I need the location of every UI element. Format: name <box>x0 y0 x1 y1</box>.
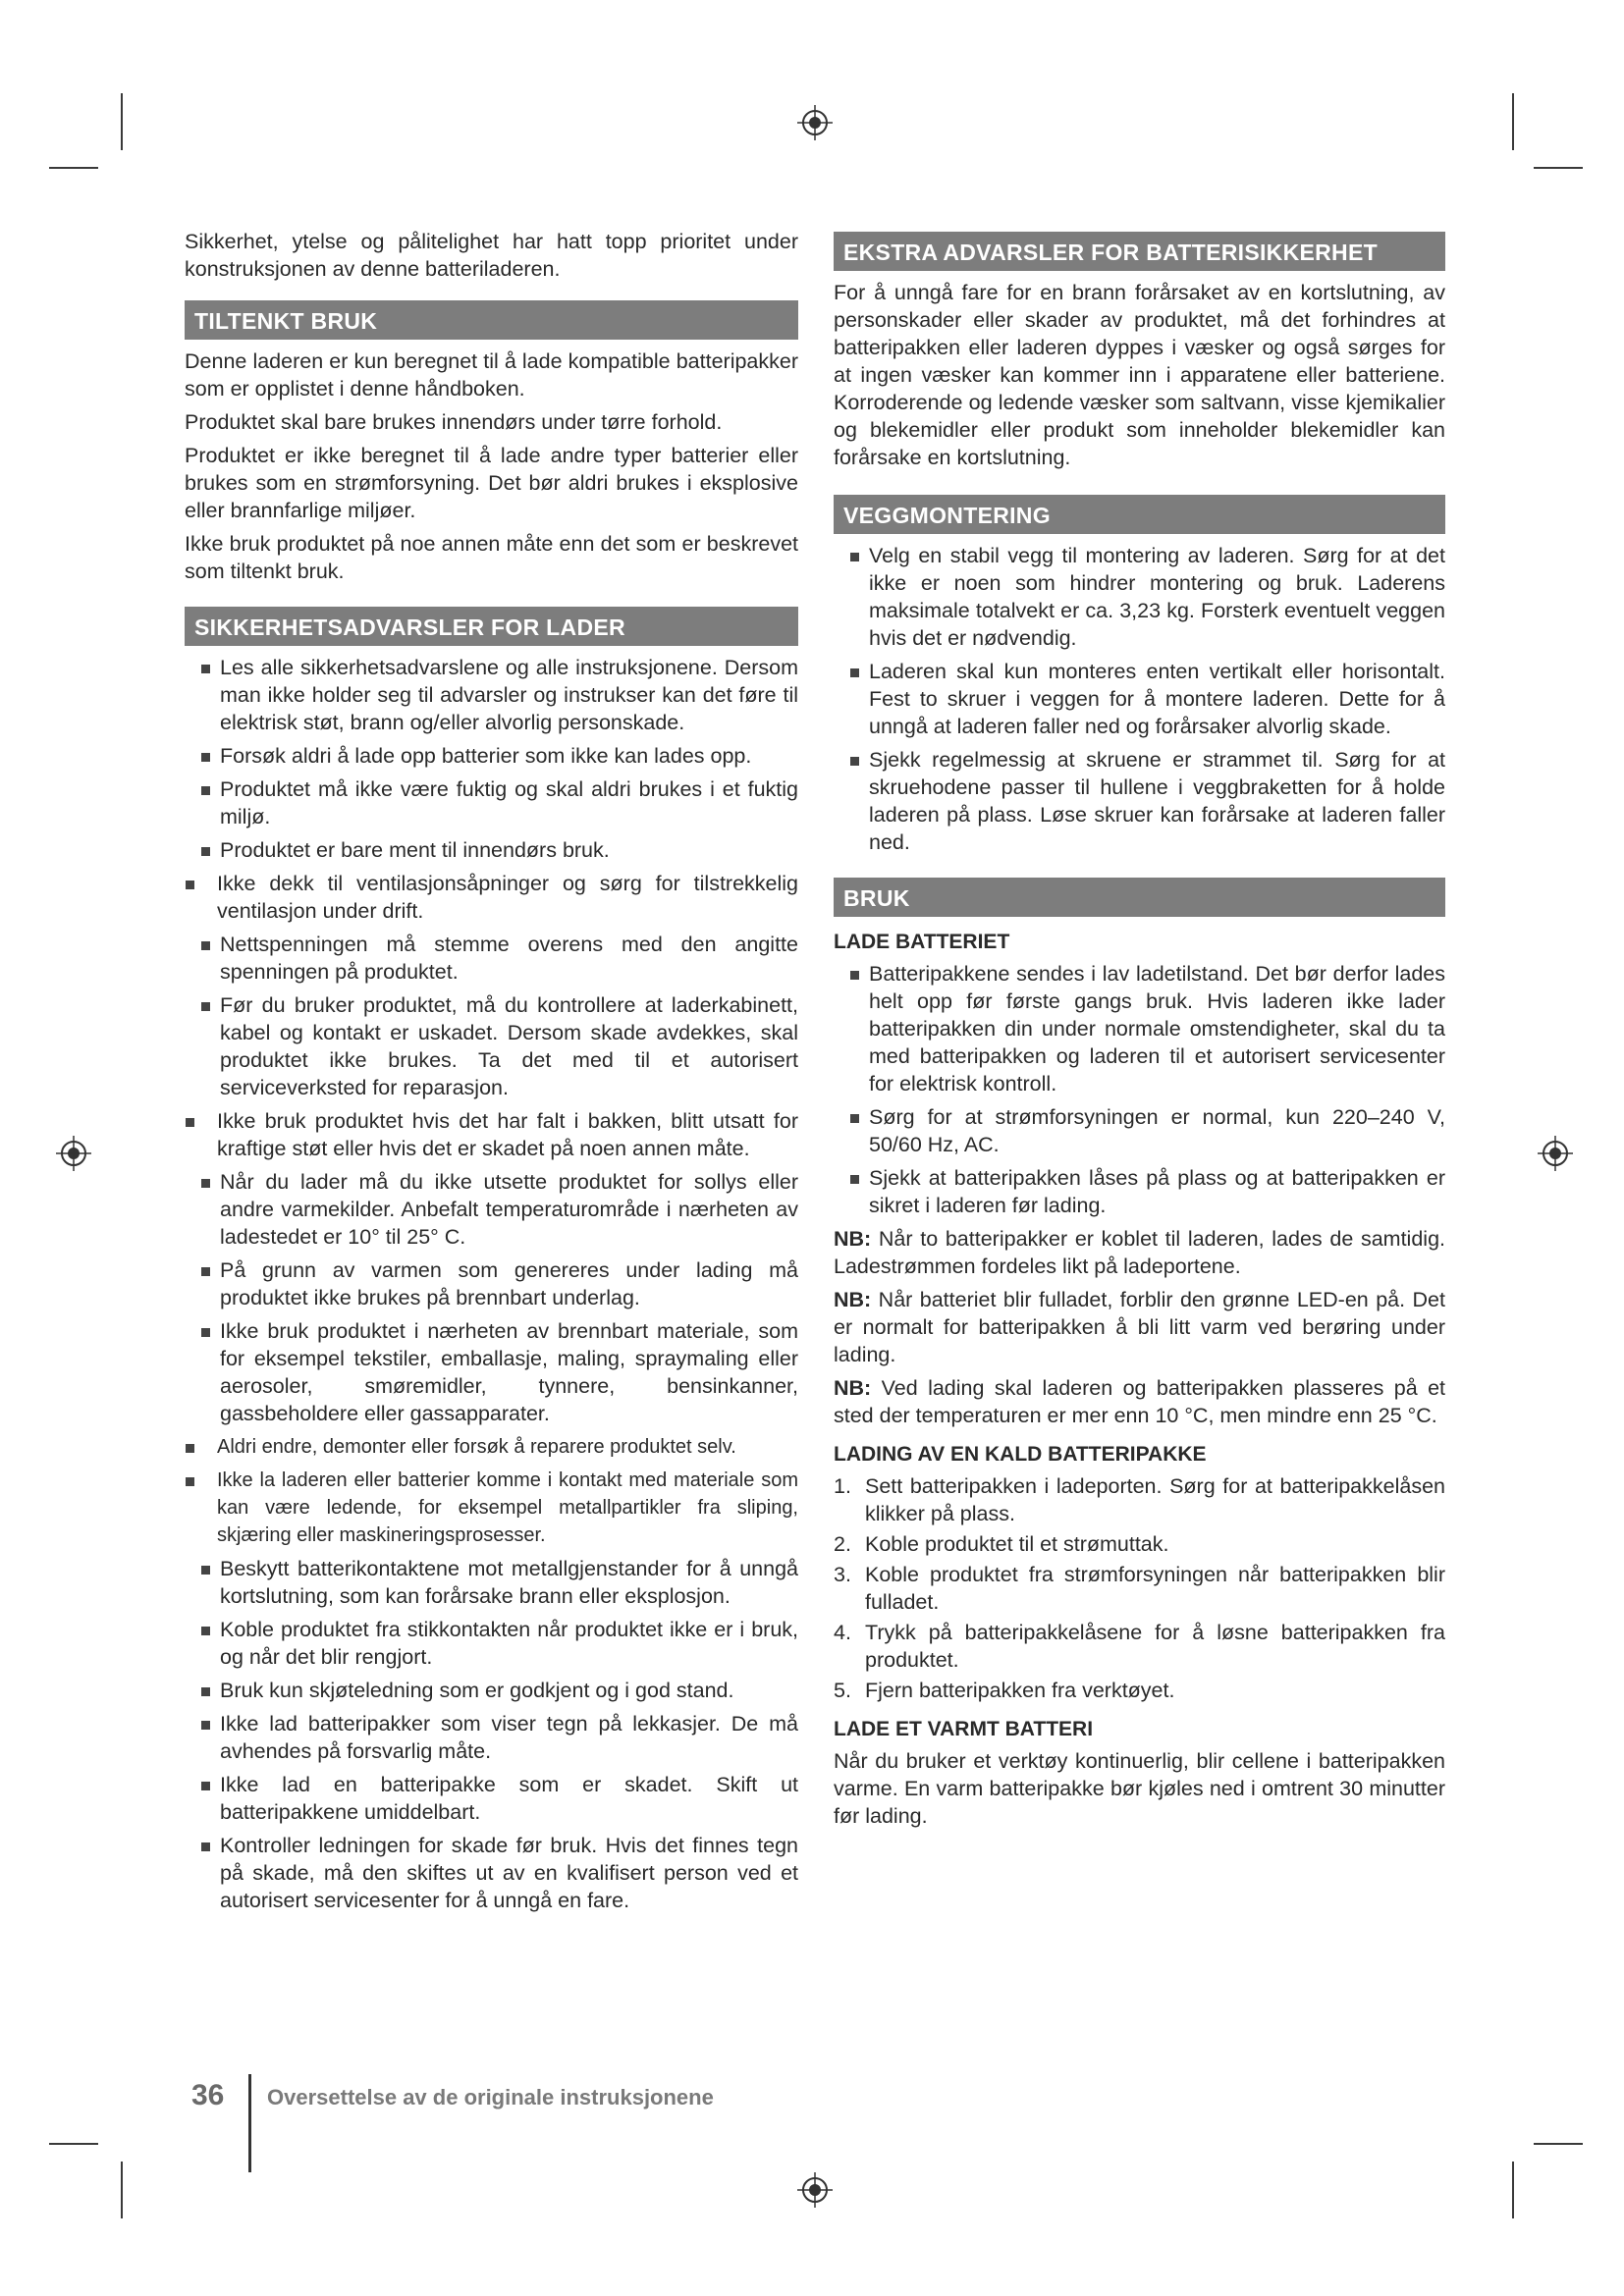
registration-mark-icon <box>795 103 835 142</box>
wall-mount-list <box>834 542 1445 856</box>
paragraph: Ikke bruk produktet på noe annen måte enn det som er beskrevet som tiltenkt bruk. <box>185 532 798 583</box>
list-item: Nettspenningen må stemme overens med den angitte spenningen på produktet. <box>185 931 798 986</box>
paragraph: Produktet er ikke beregnet til å lade andre typer batterier eller brukes som en strømforsyning. Det bør aldri brukes i eksplosive eller brannfarlige miljøer. <box>185 444 798 522</box>
crop-mark-top-left-v <box>121 93 123 150</box>
list-item: Ikke la laderen eller batterier komme i kontakt med materiale som kan være ledende, for eksempel metallpartikler fra sliping, skjæring eller maskineringsprosesser. <box>182 1467 798 1549</box>
list-item: Kontroller ledningen for skade før bruk. Hvis det finnes tegn på skade, må den skiftes ut av en kvalifisert person ved et autorisert servicesenter for å unngå en fare. <box>185 1832 798 1914</box>
left-column <box>185 228 798 1920</box>
registration-mark-icon <box>795 2170 835 2210</box>
crop-mark-bottom-left-h <box>49 2143 98 2145</box>
list-item: Les alle sikkerhetsadvarslene og alle instruksjonene. Dersom man ikke holder seg til advarsler og instrukser kan det føre til elektrisk støt, brann og/eller alvorlig personskade. <box>185 654 798 736</box>
section-heading-tiltenkt-bruk: TILTENKT BRUK <box>185 300 798 340</box>
paragraph: Når du bruker et verktøy kontinuerlig, blir cellene i batteripakken varme. En varm batteripakke bør kjøles ned i omtrent 30 minutter før lading. <box>834 1749 1445 1828</box>
crop-mark-bottom-right-h <box>1534 2143 1583 2145</box>
step-number: 4. <box>834 1621 851 1644</box>
note <box>834 1374 1445 1429</box>
crop-mark-bottom-right-v <box>1512 2162 1514 2218</box>
list-item: Produktet må ikke være fuktig og skal aldri brukes i et fuktig miljø. <box>185 775 798 830</box>
list-item: Ikke bruk produktet i nærheten av brennbart materiale, som for eksempel tekstiler, emballasje, maling, spraymaling eller aerosoler, smøremidler, tynnere, bensinkanner, gassbeholdere eller gassapparater. <box>185 1317 798 1427</box>
note-text: Ved lading skal laderen og batteripakken plasseres på et sted der temperaturen er mer enn 10 °C, men mindre enn 25 °C. <box>834 1376 1445 1427</box>
section-heading-ekstra-advarsler: EKSTRA ADVARSLER FOR BATTERISIKKERHET <box>834 232 1445 271</box>
step-number: 1. <box>834 1474 851 1498</box>
note-label: NB: <box>834 1376 872 1400</box>
list-item: Ikke dekk til ventilasjonsåpninger og sørg for tilstrekkelig ventilasjon under drift. <box>182 870 798 925</box>
paragraph: Denne laderen er kun beregnet til å lade kompatible batteripakker som er opplistet i denne håndboken. <box>185 349 798 400</box>
list-item: Ikke bruk produktet hvis det har falt i bakken, blitt utsatt for kraftige støt eller hvis det er skadet på noen annen måte. <box>182 1107 798 1162</box>
list-item: Ikke lad en batteripakke som er skadet. Skift ut batteripakkene umiddelbart. <box>185 1771 798 1826</box>
step-number: 3. <box>834 1563 851 1586</box>
footer-text: Oversettelse av de originale instruksjonene <box>267 2085 714 2109</box>
list-item: Bruk kun skjøteledning som er godkjent og i god stand. <box>185 1677 798 1704</box>
paragraph: For å unngå fare for en brann forårsaket av en kortslutning, av personskader eller skader av produktet, må det forhindres at batteripakken eller laderen dyppes i væsker og også sørges for at ingen væsker kan kommer inn i apparatene eller batteriene. Korroderende og ledende væsker som saltvann, visse kjemikalier og blekemidler eller produkt som inneholder blekemidler kan forårsake en kortslutning. <box>834 281 1445 469</box>
note <box>834 1286 1445 1368</box>
step-text: Trykk på batteripakkelåsene for å løsne batteripakken fra produktet. <box>865 1621 1445 1672</box>
list-item: Produktet er bare ment til innendørs bruk. <box>185 836 798 864</box>
step-number: 2. <box>834 1532 851 1556</box>
list-item: Sjekk regelmessig at skruene er strammet til. Sørg for at skruehodene passer til hullene i veggbraketten for å holde laderen på plass. Løse skruer kan forårsake at laderen faller ned. <box>834 746 1445 856</box>
subheading-varmt-batteri: LADE ET VARMT BATTERI <box>834 1718 1094 1740</box>
cold-battery-steps <box>834 1472 1445 1704</box>
list-item: Før du bruker produktet, må du kontrollere at laderkabinett, kabel og kontakt er uskadet. Dersom skade avdekkes, skal produktet ikke brukes. Ta det med til et autorisert serviceverksted for reparasjon. <box>185 991 798 1101</box>
charging-list <box>834 960 1445 1219</box>
note-label: NB: <box>834 1288 872 1311</box>
crop-mark-top-left-h <box>49 167 98 169</box>
note <box>834 1225 1445 1280</box>
list-item: Sjekk at batteripakken låses på plass og at batteripakken er sikret i laderen før lading. <box>834 1164 1445 1219</box>
section-heading-sikkerhetsadvarsler: SIKKERHETSADVARSLER FOR LADER <box>185 607 798 646</box>
step-number: 5. <box>834 1679 851 1702</box>
list-item: Laderen skal kun monteres enten vertikalt eller horisontalt. Fest to skruer i veggen for å montere laderen. Dette for å unngå at laderen faller ned og forårsaker alvorlig skade. <box>834 658 1445 740</box>
safety-list <box>185 654 798 1914</box>
list-item: Velg en stabil vegg til montering av laderen. Sørg for at det ikke er noen som hindrer montering og bruk. Laderens maksimale totalvekt er ca. 3,23 kg. Forsterk eventuelt veggen hvis det er nødvendig. <box>834 542 1445 652</box>
crop-mark-top-right-v <box>1512 93 1514 150</box>
list-item: Sørg for at strømforsyningen er normal, kun 220–240 V, 50/60 Hz, AC. <box>834 1103 1445 1158</box>
list-item: Når du lader må du ikke utsette produktet for sollys eller andre varmekilder. Anbefalt temperaturområde i nærheten av ladestedet er 10° til 25° C. <box>185 1168 798 1251</box>
subheading-lade-batteriet: LADE BATTERIET <box>834 931 1010 953</box>
intro-paragraph: Sikkerhet, ytelse og pålitelighet har hatt topp prioritet under konstruksjonen av denne batteriladeren. <box>185 230 798 281</box>
list-item: Forsøk aldri å lade opp batterier som ikke kan lades opp. <box>185 742 798 770</box>
step-text: Koble produktet til et strømuttak. <box>865 1532 1169 1556</box>
registration-mark-icon <box>54 1134 93 1173</box>
step-text: Sett batteripakken i ladeporten. Sørg for at batteripakkelåsen klikker på plass. <box>865 1474 1445 1525</box>
registration-mark-icon <box>1536 1134 1575 1173</box>
list-item: Batteripakkene sendes i lav ladetilstand. Det bør derfor lades helt opp før første gangs bruk. Hvis laderen ikke lader batteripakken din under normale omstendigheter, skal du ta med batteripakken og laderen til et autorisert servicesenter for elektrisk kontroll. <box>834 960 1445 1097</box>
list-item: På grunn av varmen som genereres under lading må produktet ikke brukes på brennbart underlag. <box>185 1256 798 1311</box>
section-heading-veggmontering: VEGGMONTERING <box>834 495 1445 534</box>
note-text: Når to batteripakker er koblet til laderen, lades de samtidig. Ladestrømmen fordeles likt på ladeportene. <box>834 1227 1445 1278</box>
step-item <box>834 1677 1445 1704</box>
step-item <box>834 1619 1445 1674</box>
list-item: Ikke lad batteripakker som viser tegn på lekkasjer. De må avhendes på forsvarlig måte. <box>185 1710 798 1765</box>
step-text: Fjern batteripakken fra verktøyet. <box>865 1679 1175 1702</box>
list-item: Beskytt batterikontaktene mot metallgjenstander for å unngå kortslutning, som kan forårsake brann eller eksplosjon. <box>185 1555 798 1610</box>
page-number: 36 <box>191 2079 225 2111</box>
paragraph: Produktet skal bare brukes innendørs under tørre forhold. <box>185 410 723 434</box>
section-heading-bruk: BRUK <box>834 878 1445 917</box>
right-column <box>834 228 1445 1836</box>
list-item: Koble produktet fra stikkontakten når produktet ikke er i bruk, og når det blir rengjort. <box>185 1616 798 1671</box>
crop-mark-bottom-left-v <box>121 2162 123 2218</box>
crop-mark-top-right-h <box>1534 167 1583 169</box>
step-text: Koble produktet fra strømforsyningen når batteripakken blir fulladet. <box>865 1563 1445 1614</box>
note-label: NB: <box>834 1227 872 1251</box>
list-item: Aldri endre, demonter eller forsøk å reparere produktet selv. <box>182 1433 798 1461</box>
step-item <box>834 1472 1445 1527</box>
step-item <box>834 1530 1445 1558</box>
step-item <box>834 1561 1445 1616</box>
footer-divider <box>248 2074 251 2172</box>
note-text: Når batteriet blir fulladet, forblir den grønne LED-en på. Det er normalt for batteripakken å bli litt varm ved berøring under lading. <box>834 1288 1445 1366</box>
subheading-kald-batteripakke: LADING AV EN KALD BATTERIPAKKE <box>834 1443 1207 1466</box>
